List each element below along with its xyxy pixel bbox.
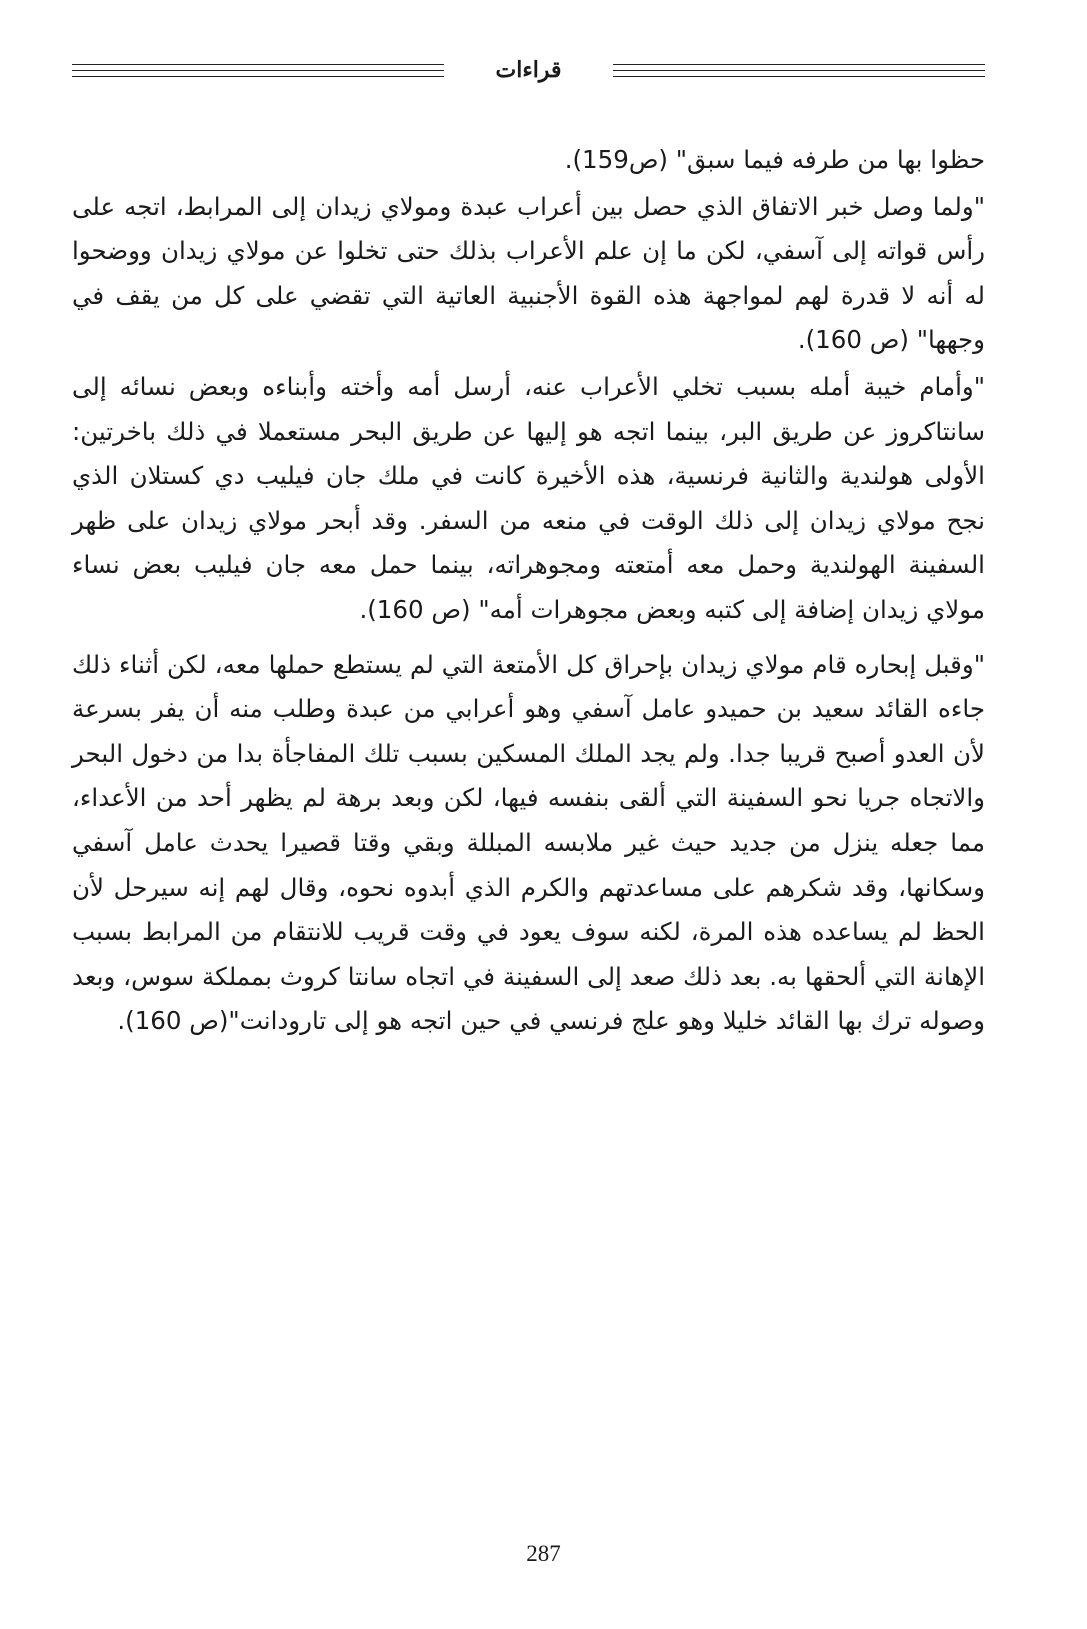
- header-title: قراءات: [495, 57, 562, 83]
- running-header: [72, 50, 985, 90]
- paragraph: حظوا بها من طرفه فيما سبق" (ص159).: [564, 145, 985, 174]
- paragraph: "وأمام خيبة أمله بسبب تخلي الأعراب عنه، أرسل أمه وأخته وأبناءه وبعض نسائه إلى سانتاكروز عن طريق البر، بينما اتجه هو إليها عن طريق البحر مستعملا في ذلك باخرتين: الأولى هولندية والثانية فرنسية، هذه الأخيرة كانت في ملك جان فيليب دي كستلان الذي نجح مولاي زيدان إلى ذلك الوقت في منعه من السفر. وقد أبحر مولاي زيدان على ظهر السفينة الهولندية وحمل معه أمتعته ومجوهراته، بينما حمل معه جان فيليب بعض نساء مولاي زيدان إضافة إلى كتبه وبعض مجوهرات أمه" (ص 160).: [72, 371, 985, 624]
- paragraph: "وقبل إبحاره قام مولاي زيدان بإحراق كل الأمتعة التي لم يستطع حملها معه، لكن أثناء ذلك جاءه القائد سعيد بن حميدو عامل آسفي وهو أعرابي من عبدة وطلب منه أن يفر بسرعة لأن العدو أصبح قريبا جدا. ولم يجد الملك المسكين بسبب تلك المفاجأة بدا من دخول البحر والاتجاه جريا نحو السفينة التي ألقى بنفسه فيها، لكن وبعد برهة لم يظهر أحد من الأعداء، مما جعله ينزل من جديد حيث غير ملابسه المبللة وبقي وقتا قصيرا يحدث عامل آسفي وسكانها، وقد شكرهم على مساعدتهم والكرم الذي أبدوه نحوه، وقال لهم إنه سيرحل لأن الحظ لم يساعده هذه المرة، لكنه سوف يعود في وقت قريب للانتقام من المرابط بسبب الإهانة التي ألحقها به. بعد ذلك صعد إلى السفينة في اتجاه سانتا كروث بمملكة سوس، وبعد وصوله ترك بها القائد خليلا وهو علج فرنسي في حين اتجه هو إلى تارودانت"(ص 160).: [72, 649, 985, 1036]
- header-rule-left: [72, 64, 444, 77]
- body-text: [72, 138, 985, 1044]
- page-number: 287: [526, 1541, 561, 1566]
- paragraph: "ولما وصل خبر الاتفاق الذي حصل بين أعراب عبدة ومولاي زيدان إلى المرابط، اتجه على رأس قواته إلى آسفي، لكن ما إن علم الأعراب بذلك حتى تخلوا عن مولاي زيدان ووضحوا له أنه لا قدرة لهم لمواجهة هذه القوة الأجنبية العاتية التي تقضي على كل من يقف في وجهها" (ص 160).: [72, 191, 985, 355]
- header-rule-right: [613, 64, 985, 77]
